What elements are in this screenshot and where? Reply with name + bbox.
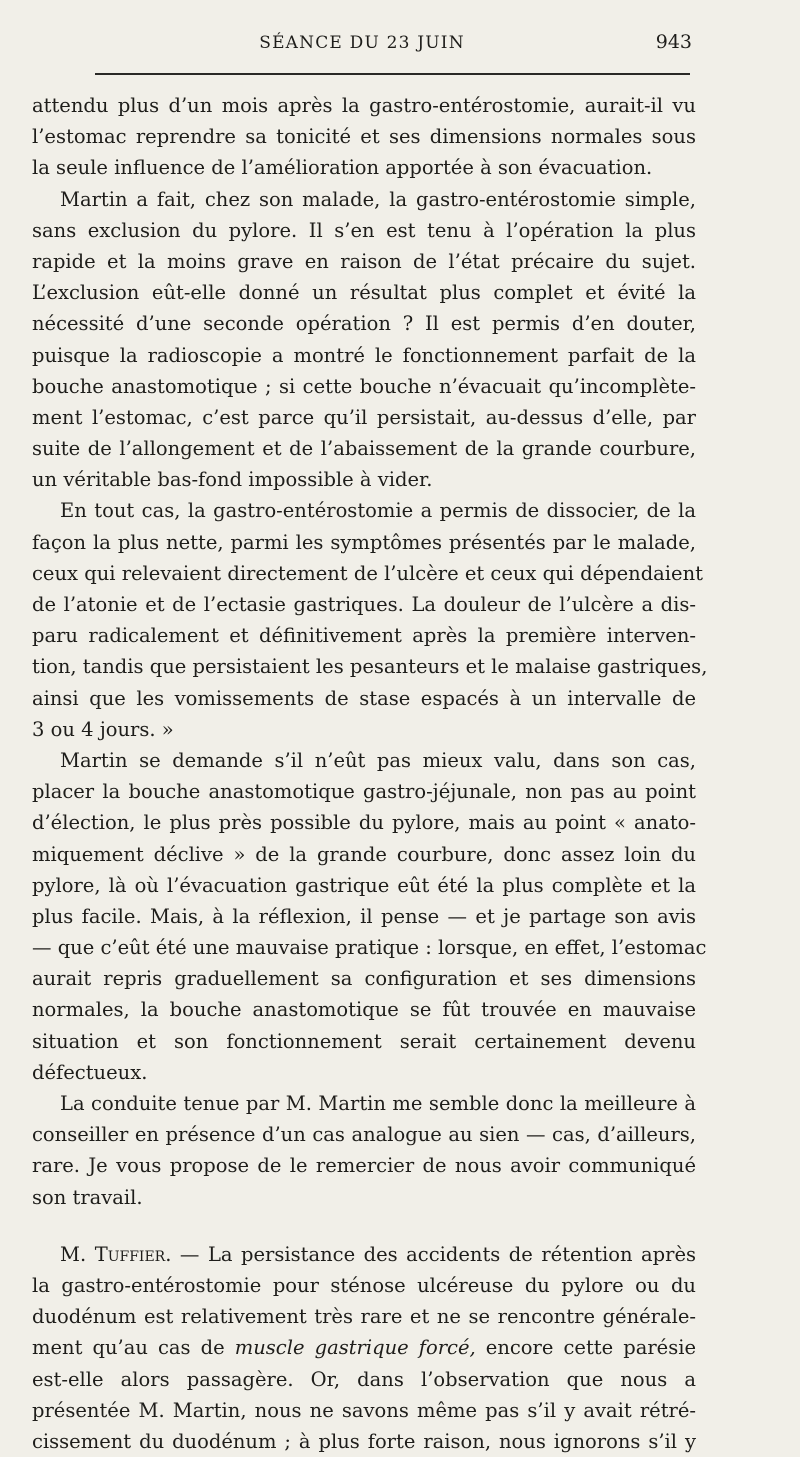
paragraph-continuation	[32, 90, 696, 184]
text-line: d’élection, le plus près possible du pylore, mais au point « anato-	[32, 811, 696, 835]
text-line: rapide et la moins grave en raison de l’état précaire du sujet.	[32, 249, 696, 273]
text-line: son travail.	[32, 1185, 143, 1209]
text-line: conseiller en présence d’un cas analogue au sien — cas, d’ailleurs,	[32, 1123, 696, 1147]
text-line: cissement du duodénum ; à plus forte raison, nous ignorons s’il y	[32, 1429, 696, 1453]
running-title: SÉANCE DU 23 JUIN	[259, 33, 465, 53]
text-line: puisque la radioscopie a montré le fonctionnement parfait de la	[32, 343, 696, 367]
text-line: défectueux.	[32, 1060, 148, 1084]
text-line: la seule influence de l’amélioration apportée à son évacuation.	[32, 156, 653, 180]
text-line: La conduite tenue par M. Martin me semble donc la meilleure à	[60, 1092, 696, 1115]
text-span: encore cette parésie	[475, 1336, 696, 1360]
text-line: duodénum est relativement très rare et ne se rencontre générale-	[32, 1305, 696, 1329]
text-line	[32, 1239, 696, 1270]
text-line: sans exclusion du pylore. Il s’en est tenu à l’opération la plus	[32, 218, 696, 242]
speaker-name: Tuffier.	[94, 1242, 172, 1266]
text-line: Martin se demande s’il n’eût pas mieux valu, dans son cas,	[60, 748, 696, 772]
text-line: situation et son fonctionnement serait certainement devenu	[32, 1029, 696, 1053]
speaker-prefix: M.	[60, 1242, 95, 1266]
text-span: ment qu’au cas de	[32, 1336, 235, 1360]
running-header	[32, 33, 692, 59]
text-span: — La persistance des accidents de rétention après	[171, 1242, 696, 1266]
text-line: plus facile. Mais, à la réflexion, il pense — et je partage son avis	[32, 904, 696, 928]
text-line: placer la bouche anastomotique gastro-jéjunale, non pas au point	[32, 780, 696, 804]
text-line: de l’atonie et de l’ectasie gastriques. La douleur de l’ulcère a dis-	[32, 593, 696, 616]
text-line: aurait repris graduellement sa configuration et ses dimensions	[32, 967, 696, 991]
paragraph-anastomosis-placement	[32, 745, 707, 1088]
text-line: bouche anastomotique ; si cette bouche n’évacuait qu’incomplète-	[32, 374, 696, 398]
text-line: pylore, là où l’évacuation gastrique eût été la plus complète et la	[32, 873, 696, 897]
page-number: 943	[655, 31, 692, 53]
text-line: l’estomac reprendre sa tonicité et ses dimensions normales sous	[32, 125, 696, 149]
text-line: ment l’estomac, c’est parce qu’il persistait, au-dessus d’elle, par	[32, 405, 696, 429]
text-line: suite de l’allongement et de l’abaissement de la grande courbure,	[32, 437, 696, 461]
text-line: est-elle alors passagère. Or, dans l’observation que nous a	[32, 1367, 696, 1391]
paragraph-symptoms	[32, 495, 708, 745]
text-line: 3 ou 4 jours. »	[32, 717, 174, 741]
text-line: En tout cas, la gastro-entérostomie a permis de dissocier, de la	[60, 499, 696, 523]
text-line: tion, tandis que persistaient les pesanteurs et le malaise gastriques,	[32, 655, 708, 679]
text-line: un véritable bas-fond impossible à vider.	[32, 468, 433, 492]
text-line: L’exclusion eût-elle donné un résultat plus complet et évité la	[32, 281, 696, 305]
text-line: présentée M. Martin, nous ne savons même pas s’il y avait rétré-	[32, 1398, 696, 1422]
text-line: ceux qui relevaient directement de l’ulcère et ceux qui dépendaient	[32, 561, 703, 585]
text-line: rare. Je vous propose de le remercier de nous avoir communiqué	[32, 1154, 696, 1178]
paragraph-tuffier	[32, 1239, 696, 1457]
paragraph-martin-operation	[32, 184, 696, 496]
text-line: ainsi que les vomissements de stase espacés à un intervalle de	[32, 686, 696, 710]
text-line: attendu plus d’un mois après la gastro-entérostomie, aurait-il vu	[32, 94, 696, 117]
text-line: normales, la bouche anastomotique se fût trouvée en mauvaise	[32, 998, 696, 1022]
paragraph-gap	[32, 1213, 696, 1239]
text-line: nécessité d’une seconde opération ? Il est permis d’en douter,	[32, 312, 696, 336]
text-line: miquement déclive » de la grande courbure, donc assez loin du	[32, 842, 696, 866]
text-line: façon la plus nette, parmi les symptômes présentés par le malade,	[32, 530, 696, 554]
italic-term: muscle gastrique forcé,	[234, 1336, 476, 1360]
text-line	[32, 1332, 696, 1363]
text-line: paru radicalement et définitivement après la première interven-	[32, 624, 696, 648]
text-line: Martin a fait, chez son malade, la gastro-entérostomie simple,	[60, 187, 696, 211]
paragraph-conclusion	[32, 1088, 696, 1213]
body-text	[32, 90, 708, 1457]
text-line: — que c’eût été une mauvaise pratique : lorsque, en effet, l’estomac	[32, 936, 707, 960]
header-rule	[95, 73, 690, 75]
text-line: la gastro-entérostomie pour sténose ulcéreuse du pylore ou du	[32, 1273, 696, 1297]
